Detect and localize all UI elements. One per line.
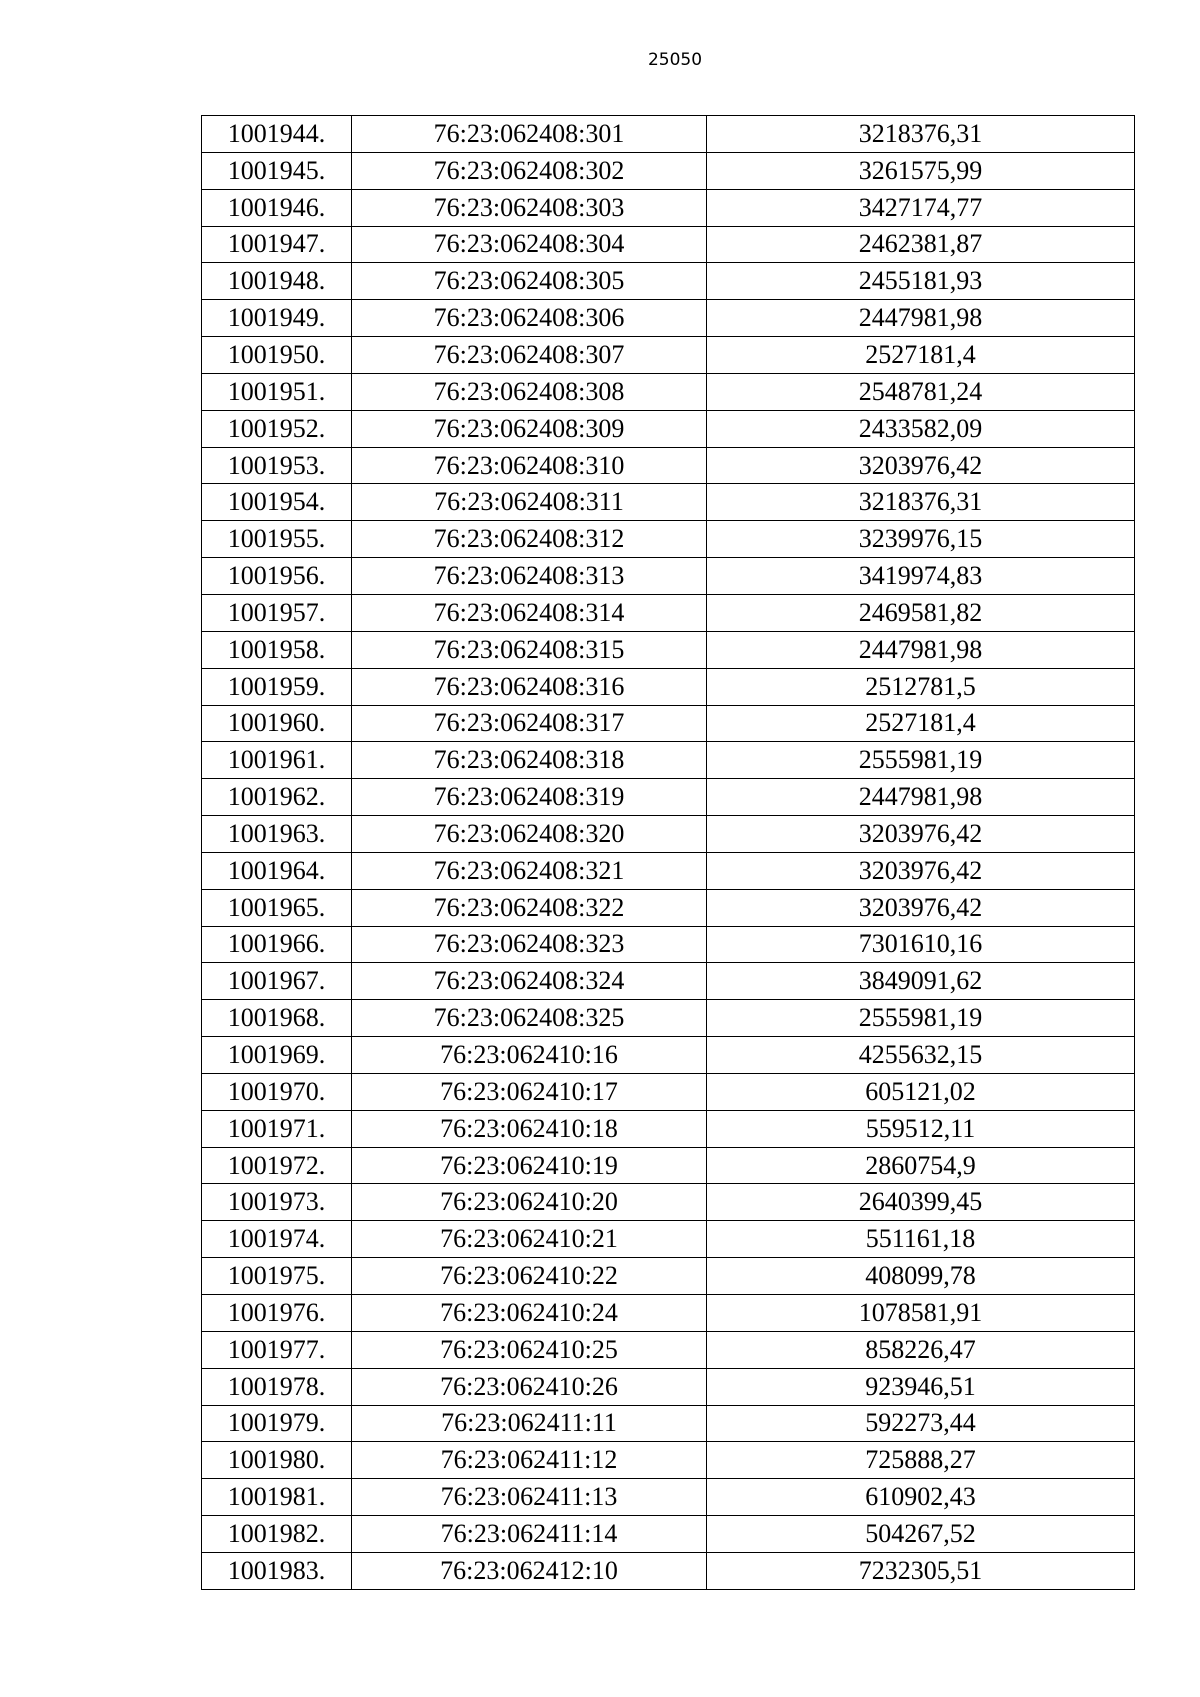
cadastral-value-cell: 2527181,4 xyxy=(707,337,1135,374)
table-row xyxy=(202,1295,1135,1332)
cadastral-value-cell: 592273,44 xyxy=(707,1405,1135,1442)
table-row xyxy=(202,558,1135,595)
row-number-cell: 1001973. xyxy=(202,1184,352,1221)
cadastral-number-cell: 76:23:062408:308 xyxy=(352,373,707,410)
table-row xyxy=(202,447,1135,484)
table-row xyxy=(202,300,1135,337)
table-row xyxy=(202,889,1135,926)
row-number-cell: 1001982. xyxy=(202,1516,352,1553)
table-row xyxy=(202,852,1135,889)
row-number-cell: 1001950. xyxy=(202,337,352,374)
cadastral-value-cell: 2512781,5 xyxy=(707,668,1135,705)
cadastral-value-cell: 7301610,16 xyxy=(707,926,1135,963)
table-row xyxy=(202,521,1135,558)
cadastral-value-cell: 2555981,19 xyxy=(707,1000,1135,1037)
row-number-cell: 1001968. xyxy=(202,1000,352,1037)
cadastral-number-cell: 76:23:062408:321 xyxy=(352,852,707,889)
row-number-cell: 1001972. xyxy=(202,1147,352,1184)
table-row xyxy=(202,1368,1135,1405)
cadastral-value-cell: 610902,43 xyxy=(707,1479,1135,1516)
row-number-cell: 1001944. xyxy=(202,116,352,153)
table-row xyxy=(202,1147,1135,1184)
table-body xyxy=(202,116,1135,1590)
table-row xyxy=(202,189,1135,226)
cadastral-number-cell: 76:23:062408:309 xyxy=(352,410,707,447)
cadastral-value-cell: 408099,78 xyxy=(707,1258,1135,1295)
cadastral-value-cell: 2860754,9 xyxy=(707,1147,1135,1184)
row-number-cell: 1001983. xyxy=(202,1552,352,1589)
cadastral-value-cell: 2469581,82 xyxy=(707,594,1135,631)
cadastral-number-cell: 76:23:062410:20 xyxy=(352,1184,707,1221)
row-number-cell: 1001966. xyxy=(202,926,352,963)
row-number-cell: 1001948. xyxy=(202,263,352,300)
cadastral-value-cell: 2555981,19 xyxy=(707,742,1135,779)
cadastral-value-cell: 1078581,91 xyxy=(707,1295,1135,1332)
table-row xyxy=(202,1442,1135,1479)
table-row xyxy=(202,742,1135,779)
cadastral-number-cell: 76:23:062408:311 xyxy=(352,484,707,521)
table-row xyxy=(202,1000,1135,1037)
cadastral-value-cell: 3218376,31 xyxy=(707,484,1135,521)
row-number-cell: 1001979. xyxy=(202,1405,352,1442)
cadastral-number-cell: 76:23:062408:306 xyxy=(352,300,707,337)
row-number-cell: 1001977. xyxy=(202,1331,352,1368)
row-number-cell: 1001954. xyxy=(202,484,352,521)
table-row xyxy=(202,1516,1135,1553)
table-row xyxy=(202,1221,1135,1258)
cadastral-number-cell: 76:23:062408:305 xyxy=(352,263,707,300)
cadastral-value-cell: 2447981,98 xyxy=(707,779,1135,816)
cadastral-value-cell: 2455181,93 xyxy=(707,263,1135,300)
row-number-cell: 1001953. xyxy=(202,447,352,484)
table-row xyxy=(202,1073,1135,1110)
cadastral-number-cell: 76:23:062411:11 xyxy=(352,1405,707,1442)
cadastral-number-cell: 76:23:062410:25 xyxy=(352,1331,707,1368)
cadastral-number-cell: 76:23:062411:13 xyxy=(352,1479,707,1516)
cadastral-number-cell: 76:23:062408:317 xyxy=(352,705,707,742)
cadastral-number-cell: 76:23:062411:12 xyxy=(352,1442,707,1479)
table-row xyxy=(202,1110,1135,1147)
cadastral-value-cell: 559512,11 xyxy=(707,1110,1135,1147)
cadastral-value-cell: 858226,47 xyxy=(707,1331,1135,1368)
cadastral-number-cell: 76:23:062408:316 xyxy=(352,668,707,705)
table-row xyxy=(202,152,1135,189)
cadastral-value-cell: 3239976,15 xyxy=(707,521,1135,558)
row-number-cell: 1001957. xyxy=(202,594,352,631)
row-number-cell: 1001956. xyxy=(202,558,352,595)
cadastral-value-cell: 504267,52 xyxy=(707,1516,1135,1553)
cadastral-value-cell: 3849091,62 xyxy=(707,963,1135,1000)
table-row xyxy=(202,1037,1135,1074)
cadastral-number-cell: 76:23:062408:319 xyxy=(352,779,707,816)
cadastral-value-cell: 3203976,42 xyxy=(707,889,1135,926)
cadastral-value-cell: 3427174,77 xyxy=(707,189,1135,226)
table-row xyxy=(202,116,1135,153)
table-row xyxy=(202,373,1135,410)
cadastral-value-cell: 2433582,09 xyxy=(707,410,1135,447)
row-number-cell: 1001980. xyxy=(202,1442,352,1479)
page-number: 25050 xyxy=(647,50,703,70)
cadastral-value-cell: 7232305,51 xyxy=(707,1552,1135,1589)
cadastral-value-cell: 3419974,83 xyxy=(707,558,1135,595)
cadastral-number-cell: 76:23:062408:318 xyxy=(352,742,707,779)
cadastral-value-cell: 2527181,4 xyxy=(707,705,1135,742)
row-number-cell: 1001961. xyxy=(202,742,352,779)
table-row xyxy=(202,1331,1135,1368)
table-row xyxy=(202,779,1135,816)
cadastral-number-cell: 76:23:062410:26 xyxy=(352,1368,707,1405)
cadastral-value-cell: 3203976,42 xyxy=(707,852,1135,889)
cadastral-value-cell: 725888,27 xyxy=(707,1442,1135,1479)
cadastral-value-cell: 923946,51 xyxy=(707,1368,1135,1405)
cadastral-number-cell: 76:23:062408:324 xyxy=(352,963,707,1000)
row-number-cell: 1001952. xyxy=(202,410,352,447)
cadastral-number-cell: 76:23:062408:323 xyxy=(352,926,707,963)
table-row xyxy=(202,337,1135,374)
cadastral-number-cell: 76:23:062410:16 xyxy=(352,1037,707,1074)
cadastral-number-cell: 76:23:062408:312 xyxy=(352,521,707,558)
row-number-cell: 1001969. xyxy=(202,1037,352,1074)
cadastral-number-cell: 76:23:062408:315 xyxy=(352,631,707,668)
cadastral-value-table xyxy=(201,115,1135,1590)
row-number-cell: 1001970. xyxy=(202,1073,352,1110)
cadastral-value-cell: 4255632,15 xyxy=(707,1037,1135,1074)
table-row xyxy=(202,1552,1135,1589)
table-row xyxy=(202,705,1135,742)
table-row xyxy=(202,1184,1135,1221)
cadastral-number-cell: 76:23:062410:19 xyxy=(352,1147,707,1184)
row-number-cell: 1001967. xyxy=(202,963,352,1000)
row-number-cell: 1001964. xyxy=(202,852,352,889)
row-number-cell: 1001959. xyxy=(202,668,352,705)
cadastral-number-cell: 76:23:062408:307 xyxy=(352,337,707,374)
cadastral-number-cell: 76:23:062408:301 xyxy=(352,116,707,153)
cadastral-number-cell: 76:23:062410:21 xyxy=(352,1221,707,1258)
cadastral-number-cell: 76:23:062408:313 xyxy=(352,558,707,595)
table-row xyxy=(202,410,1135,447)
cadastral-number-cell: 76:23:062408:325 xyxy=(352,1000,707,1037)
row-number-cell: 1001975. xyxy=(202,1258,352,1295)
row-number-cell: 1001945. xyxy=(202,152,352,189)
cadastral-value-cell: 2640399,45 xyxy=(707,1184,1135,1221)
row-number-cell: 1001947. xyxy=(202,226,352,263)
cadastral-number-cell: 76:23:062408:303 xyxy=(352,189,707,226)
row-number-cell: 1001955. xyxy=(202,521,352,558)
row-number-cell: 1001978. xyxy=(202,1368,352,1405)
cadastral-value-cell: 551161,18 xyxy=(707,1221,1135,1258)
cadastral-number-cell: 76:23:062411:14 xyxy=(352,1516,707,1553)
row-number-cell: 1001958. xyxy=(202,631,352,668)
table-row xyxy=(202,926,1135,963)
row-number-cell: 1001946. xyxy=(202,189,352,226)
row-number-cell: 1001976. xyxy=(202,1295,352,1332)
cadastral-number-cell: 76:23:062408:322 xyxy=(352,889,707,926)
cadastral-number-cell: 76:23:062408:310 xyxy=(352,447,707,484)
row-number-cell: 1001974. xyxy=(202,1221,352,1258)
cadastral-value-cell: 3203976,42 xyxy=(707,447,1135,484)
cadastral-value-cell: 2447981,98 xyxy=(707,631,1135,668)
cadastral-number-cell: 76:23:062408:320 xyxy=(352,816,707,853)
table-row xyxy=(202,816,1135,853)
cadastral-value-cell: 2462381,87 xyxy=(707,226,1135,263)
cadastral-number-cell: 76:23:062408:302 xyxy=(352,152,707,189)
cadastral-number-cell: 76:23:062410:17 xyxy=(352,1073,707,1110)
cadastral-number-cell: 76:23:062410:18 xyxy=(352,1110,707,1147)
table-row xyxy=(202,963,1135,1000)
cadastral-number-cell: 76:23:062408:314 xyxy=(352,594,707,631)
table-row xyxy=(202,631,1135,668)
row-number-cell: 1001981. xyxy=(202,1479,352,1516)
table-row xyxy=(202,594,1135,631)
row-number-cell: 1001949. xyxy=(202,300,352,337)
cadastral-number-cell: 76:23:062412:10 xyxy=(352,1552,707,1589)
cadastral-value-cell: 2447981,98 xyxy=(707,300,1135,337)
table-row xyxy=(202,1405,1135,1442)
cadastral-number-cell: 76:23:062410:22 xyxy=(352,1258,707,1295)
row-number-cell: 1001951. xyxy=(202,373,352,410)
row-number-cell: 1001962. xyxy=(202,779,352,816)
row-number-cell: 1001963. xyxy=(202,816,352,853)
row-number-cell: 1001965. xyxy=(202,889,352,926)
cadastral-number-cell: 76:23:062410:24 xyxy=(352,1295,707,1332)
table-row xyxy=(202,668,1135,705)
cadastral-value-cell: 2548781,24 xyxy=(707,373,1135,410)
cadastral-value-cell: 3218376,31 xyxy=(707,116,1135,153)
table-row xyxy=(202,226,1135,263)
row-number-cell: 1001960. xyxy=(202,705,352,742)
table-row xyxy=(202,263,1135,300)
table-row xyxy=(202,1479,1135,1516)
table-row xyxy=(202,484,1135,521)
cadastral-number-cell: 76:23:062408:304 xyxy=(352,226,707,263)
row-number-cell: 1001971. xyxy=(202,1110,352,1147)
cadastral-value-cell: 3203976,42 xyxy=(707,816,1135,853)
cadastral-value-cell: 3261575,99 xyxy=(707,152,1135,189)
cadastral-value-cell: 605121,02 xyxy=(707,1073,1135,1110)
table-row xyxy=(202,1258,1135,1295)
